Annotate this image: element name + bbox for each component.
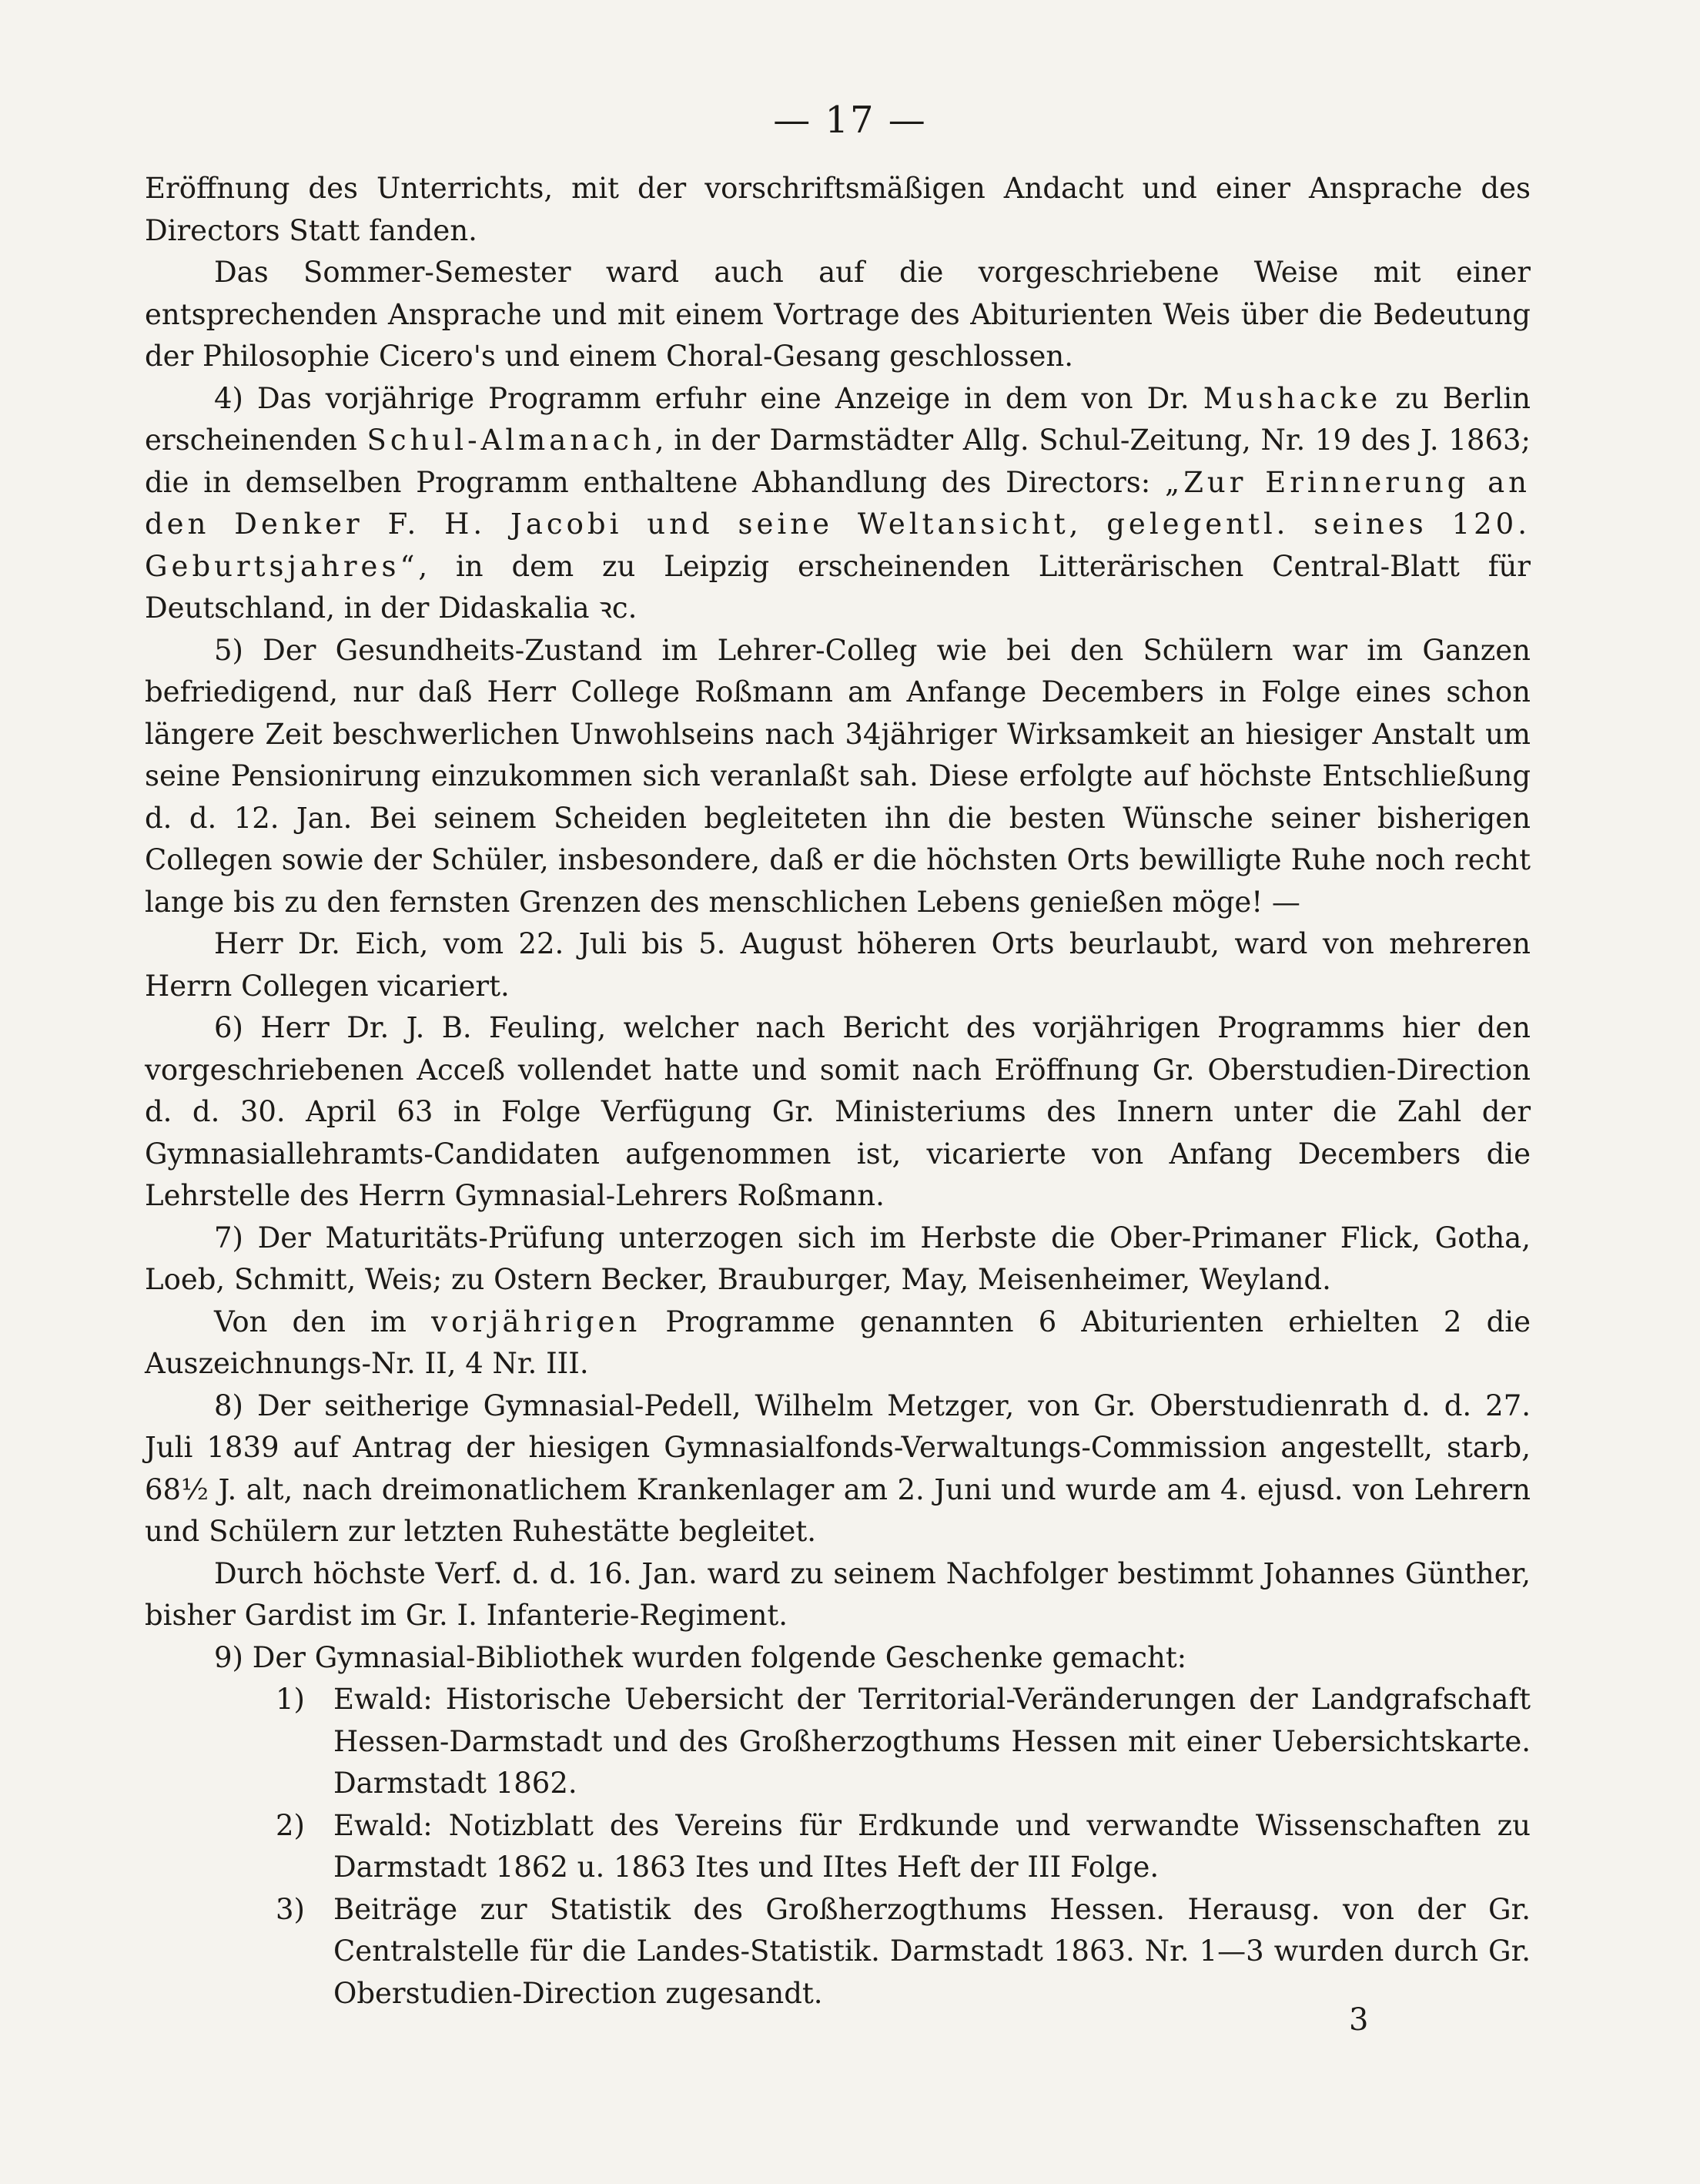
text-run: , in dem zu Leipzig erscheinenden Litterärischen Central-Blatt für Deutschland, in der Didaskalia ꝛc. (145, 549, 1531, 625)
gift-list (145, 1679, 1531, 2015)
paragraph-successor: Durch höchste Verf. d. d. 16. Jan. ward zu seinem Nachfolger bestimmt Johannes Günther, bisher Gardist im Gr. I. Infanterie-Regiment. (145, 1556, 1531, 1632)
list-number: 1) (276, 1683, 305, 1716)
list-item (145, 1679, 1531, 1805)
paragraph-awards (145, 1301, 1531, 1385)
body-text (145, 168, 1531, 2015)
essay-title: „Zur Erinnerung an den Denker F. H. Jacobi und seine Weltansicht, gelegentl. seines 120. Geburtsjahres“ (145, 465, 1531, 583)
text-run: 4) Das vorjährige Programm erfuhr eine Anzeige in dem von Dr. (214, 381, 1203, 415)
text-run: , in der Darmstädter Allg. Schul-Zeitung, Nr. 19 des J. 1863; die in demselben Programm enthaltene Abhandlung des Directors: (145, 424, 1531, 499)
sheet-signature: 3 (1349, 2002, 1369, 2038)
list-item (145, 1805, 1531, 1889)
publication-title: Schul-Almanach (366, 424, 655, 457)
list-number: 2) (276, 1808, 305, 1842)
text-run: Programme genannten 6 Abiturienten erhielten 2 die Auszeichnungs-Nr. II, 4 Nr. III. (145, 1305, 1531, 1380)
page-number: — 17 — (773, 99, 927, 142)
paragraph-leave: Herr Dr. Eich, vom 22. Juli bis 5. August höheren Orts beurlaubt, ward von mehreren Herrn Collegen vicariert. (145, 927, 1531, 1003)
paragraph-opening: Eröffnung des Unterrichts, mit der vorschriftsmäßigen Andacht und einer Ansprache des Directors Statt fanden. (145, 172, 1531, 247)
paragraph-library-gifts: 9) Der Gymnasial-Bibliothek wurden folgende Geschenke gemacht: (214, 1640, 1187, 1674)
paragraph-feuling: 6) Herr Dr. J. B. Feuling, welcher nach Bericht des vorjährigen Programms hier den vorgeschriebenen Acceß vollendet hatte und somit nach Eröffnung Gr. Oberstudien-Direction d. d. 30. April 63 in Folge Verfügung Gr. Ministeriums des Innern unter die Zahl der Gymnasiallehramts-Candidaten aufgenommen ist, vicarierte von Anfang Decembers die Lehrstelle des Herrn Gymnasial-Lehrers Roßmann. (145, 1011, 1531, 1212)
author-name: Mushacke (1203, 381, 1382, 415)
list-text: Ewald: Historische Uebersicht der Territorial-Veränderungen der Landgrafschaft Hessen-Darmstadt und des Großherzogthums Hessen mit einer Uebersichtskarte. Darmstadt 1862. (333, 1683, 1531, 1800)
list-item (145, 1889, 1531, 2015)
text-run: Von den im (214, 1305, 432, 1338)
text-run: zu Berlin erscheinenden (145, 381, 1531, 457)
list-number: 3) (276, 1892, 305, 1926)
paragraph-pedell: 8) Der seitherige Gymnasial-Pedell, Wilhelm Metzger, von Gr. Oberstudienrath d. d. 27. Juli 1839 auf Antrag der hiesigen Gymnasialfonds-Verwaltungs-Commission angestellt, starb, 68½ J. alt, nach dreimonatlichem Krankenlager am 2. Juni und wurde am 4. ejusd. von Lehrern und Schülern zur letzten Ruhestätte begleitet. (145, 1388, 1531, 1548)
paragraph-summer-semester: Das Sommer-Semester ward auch auf die vorgeschriebene Weise mit einer entsprechenden Ansprache und mit einem Vortrage des Abiturienten Weis über die Bedeutung der Philosophie Cicero's und einem Choral-Gesang geschlossen. (145, 256, 1531, 373)
list-text: Beiträge zur Statistik des Großherzogthums Hessen. Herausg. von der Gr. Centralstelle für die Landes-Statistik. Darmstadt 1863. Nr. 1—3 wurden durch Gr. Oberstudien-Direction zugesandt. (333, 1892, 1531, 2010)
paragraph-maturity-exam: 7) Der Maturitäts-Prüfung unterzogen sich im Herbste die Ober-Primaner Flick, Gotha, Loeb, Schmitt, Weis; zu Ostern Becker, Brauburger, May, Meisenheimer, Weyland. (145, 1221, 1531, 1296)
paragraph-program-review (145, 378, 1531, 630)
emphasis: vorjährigen (431, 1305, 641, 1338)
list-text: Ewald: Notizblatt des Vereins für Erdkunde und verwandte Wissenschaften zu Darmstadt 1862 u. 1863 Ites und IItes Heft der III Folge. (333, 1808, 1531, 1884)
paragraph-health: 5) Der Gesundheits-Zustand im Lehrer-Colleg wie bei den Schülern war im Ganzen befriedigend, nur daß Herr College Roßmann am Anfange Decembers in Folge eines schon längere Zeit beschwerlichen Unwohlseins nach 34jähriger Wirksamkeit an hiesiger Anstalt um seine Pensionirung einzukommen sich veranlaßt sah. Diese erfolgte auf höchste Entschließung d. d. 12. Jan. Bei seinem Scheiden begleiteten ihn die besten Wünsche seiner bisherigen Collegen sowie der Schüler, insbesondere, daß er die höchsten Orts bewilligte Ruhe noch recht lange bis zu den fernsten Grenzen des menschlichen Lebens genießen möge! — (145, 633, 1531, 919)
